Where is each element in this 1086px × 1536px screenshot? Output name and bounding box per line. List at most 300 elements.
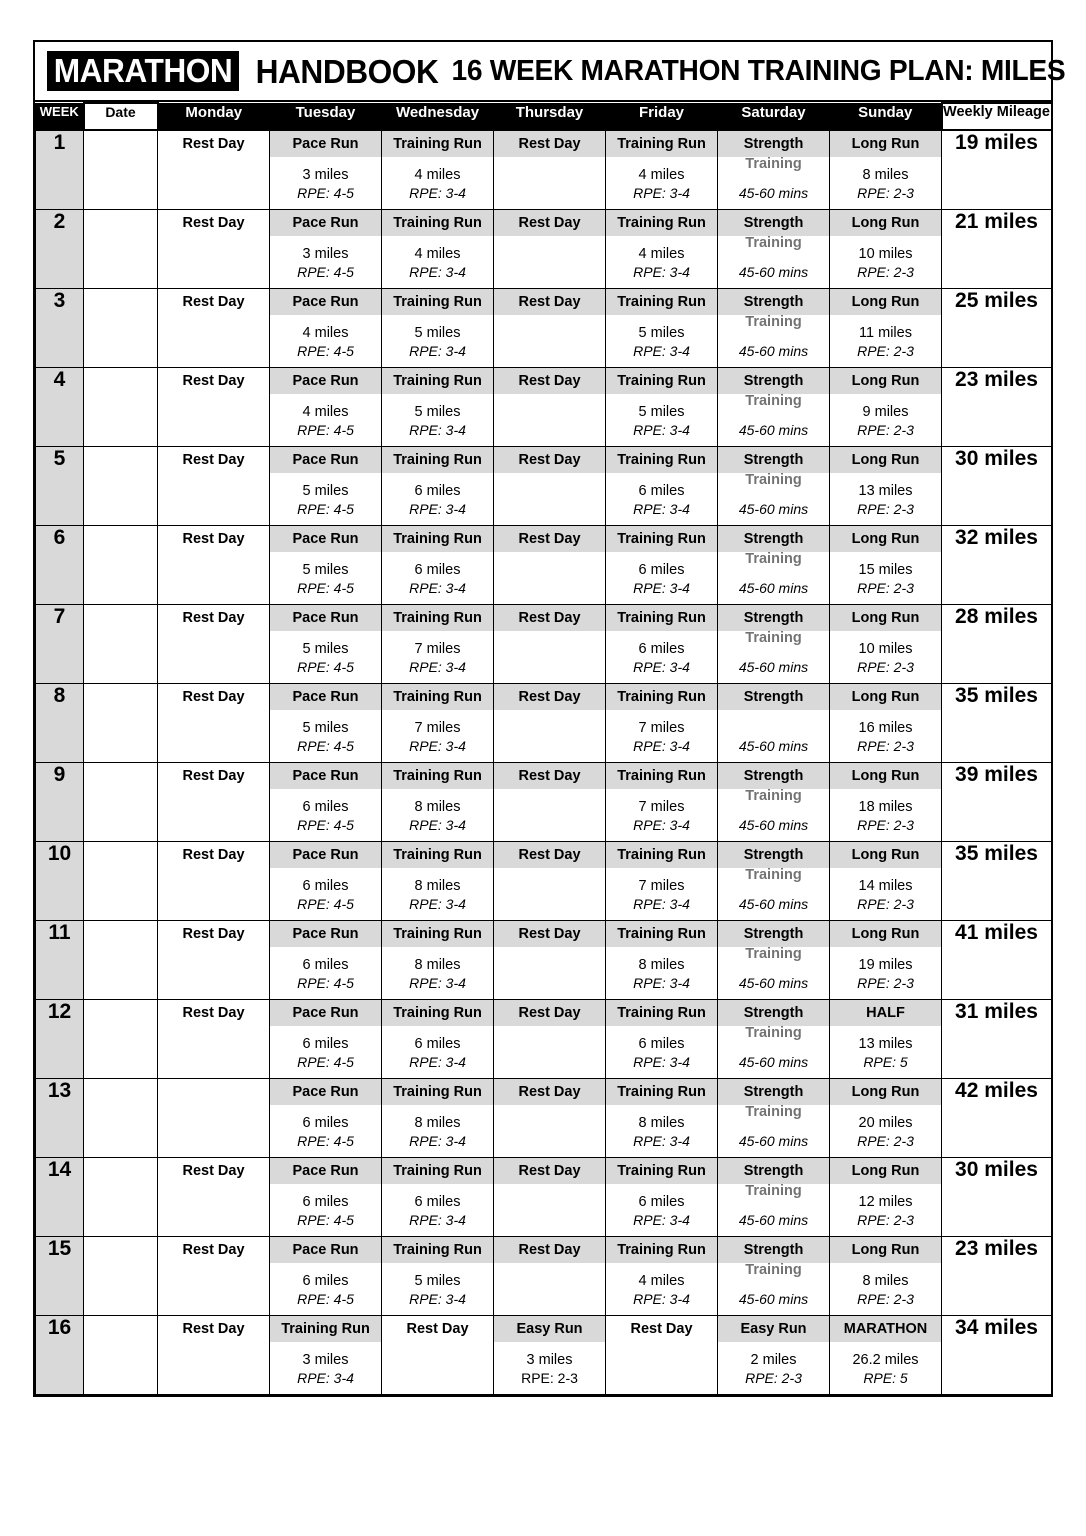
workout-cell-friday[interactable]: [606, 288, 718, 367]
workout-distance: [158, 552, 269, 580]
workout-rpe: RPE: 3-4: [409, 1290, 466, 1307]
weekly-mileage-cell: 35 miles: [942, 841, 1052, 920]
workout-activity-label: Rest Day: [182, 846, 245, 863]
workout-cell-friday[interactable]: [606, 1236, 718, 1315]
workout-cell-thursday[interactable]: [494, 683, 606, 762]
table-row: [36, 999, 1052, 1078]
weekly-mileage-cell: 42 miles: [942, 1078, 1052, 1157]
workout-distance: 6 miles: [638, 640, 685, 657]
workout-distance: 8 miles: [862, 166, 909, 183]
workout-distance: 3 miles: [302, 245, 349, 262]
workout-cell-tuesday[interactable]: [270, 1236, 382, 1315]
workout-cell-saturday[interactable]: [718, 288, 830, 367]
workout-activity-label: Rest Day: [182, 451, 245, 468]
workout-cell-monday[interactable]: [158, 999, 270, 1078]
workout-rpe: RPE: 2-3: [857, 974, 914, 991]
workout-cell-friday[interactable]: [606, 1157, 718, 1236]
workout-distance: 13 miles: [858, 482, 913, 499]
date-cell[interactable]: [84, 999, 158, 1078]
workout-rpe: [158, 185, 269, 193]
workout-cell-tuesday[interactable]: [270, 525, 382, 604]
workout-cell-monday[interactable]: [158, 1078, 270, 1157]
workout-rpe: RPE: 3-4: [409, 342, 466, 359]
date-cell[interactable]: [84, 841, 158, 920]
date-cell[interactable]: [84, 1078, 158, 1157]
workout-cell-tuesday[interactable]: [270, 209, 382, 288]
weekly-mileage-cell: 21 miles: [942, 209, 1052, 288]
workout-activity-label: Strength Training: [718, 447, 829, 473]
workout-distance: 9 miles: [862, 403, 909, 420]
table-row: [36, 209, 1052, 288]
workout-cell-monday[interactable]: [158, 1315, 270, 1394]
workout-activity-label: Rest Day: [182, 1241, 245, 1258]
workout-cell-sunday[interactable]: [830, 288, 942, 367]
workout-rpe: [158, 659, 269, 667]
workout-cell-wednesday[interactable]: [382, 683, 494, 762]
workout-cell-tuesday[interactable]: [270, 604, 382, 683]
workout-cell-sunday[interactable]: [830, 367, 942, 446]
workout-cell-tuesday[interactable]: [270, 288, 382, 367]
workout-rpe: RPE: 4-5: [297, 658, 354, 675]
table-row: [36, 604, 1052, 683]
workout-cell-friday[interactable]: [606, 525, 718, 604]
workout-cell-thursday[interactable]: [494, 367, 606, 446]
date-cell[interactable]: [84, 130, 158, 209]
workout-activity-label: Rest Day: [494, 763, 605, 789]
week-number-cell: 16: [36, 1315, 84, 1394]
workout-cell-wednesday[interactable]: [382, 604, 494, 683]
workout-cell-saturday[interactable]: [718, 1236, 830, 1315]
weekly-mileage-cell: 41 miles: [942, 920, 1052, 999]
workout-rpe: RPE: 4-5: [297, 1211, 354, 1228]
workout-cell-saturday[interactable]: [718, 367, 830, 446]
workout-distance: [494, 473, 605, 501]
workout-cell-monday[interactable]: [158, 288, 270, 367]
workout-activity-clipped-line: Training: [745, 1261, 802, 1278]
workout-activity-label: Pace Run: [270, 368, 381, 394]
workout-cell-wednesday[interactable]: [382, 367, 494, 446]
table-row: [36, 446, 1052, 525]
workout-activity-label: Strength Training: [718, 131, 829, 157]
workout-distance: [494, 710, 605, 738]
workout-activity-label: Training Run: [382, 131, 493, 157]
workout-rpe: RPE: 2-3: [857, 263, 914, 280]
workout-rpe: [494, 1212, 605, 1220]
workout-rpe: 45-60 mins: [738, 1290, 809, 1307]
workout-distance: [158, 315, 269, 343]
date-cell[interactable]: [84, 209, 158, 288]
workout-activity-label: Rest Day: [630, 1320, 693, 1337]
workout-activity-label: Long Run: [830, 1237, 941, 1263]
workout-cell-wednesday[interactable]: [382, 130, 494, 209]
workout-cell-thursday[interactable]: [494, 1236, 606, 1315]
workout-distance: [494, 157, 605, 185]
date-cell[interactable]: [84, 525, 158, 604]
workout-activity-label: Rest Day: [182, 1004, 245, 1021]
workout-distance: 20 miles: [858, 1114, 913, 1131]
workout-distance: 6 miles: [414, 561, 461, 578]
workout-cell-thursday[interactable]: [494, 841, 606, 920]
workout-rpe: RPE: 3-4: [633, 658, 690, 675]
date-cell[interactable]: [84, 288, 158, 367]
week-number-cell: 9: [36, 762, 84, 841]
workout-activity-label: Training Run: [606, 447, 717, 473]
workout-rpe: [494, 896, 605, 904]
workout-activity-label: Pace Run: [270, 921, 381, 947]
workout-cell-wednesday[interactable]: [382, 1315, 494, 1394]
workout-rpe: RPE: 3-4: [633, 500, 690, 517]
workout-activity-label: Long Run: [830, 605, 941, 631]
workout-cell-thursday[interactable]: [494, 446, 606, 525]
workout-distance: 7 miles: [414, 640, 461, 657]
workout-cell-friday[interactable]: [606, 446, 718, 525]
workout-cell-monday[interactable]: [158, 130, 270, 209]
workout-cell-friday[interactable]: [606, 920, 718, 999]
workout-activity-label: Strength Training: [718, 763, 829, 789]
workout-cell-saturday[interactable]: [718, 1315, 830, 1394]
workout-rpe: RPE: 2-3: [857, 658, 914, 675]
workout-activity-label: Strength: [718, 684, 829, 710]
workout-cell-saturday[interactable]: [718, 683, 830, 762]
table-row: [36, 525, 1052, 604]
workout-cell-saturday[interactable]: [718, 999, 830, 1078]
date-cell[interactable]: [84, 367, 158, 446]
week-number-cell: 6: [36, 525, 84, 604]
workout-rpe: [494, 343, 605, 351]
workout-rpe: [158, 1054, 269, 1062]
workout-cell-thursday[interactable]: [494, 1315, 606, 1394]
workout-activity-label: Long Run: [830, 210, 941, 236]
workout-rpe: RPE: 3-4: [409, 895, 466, 912]
workout-rpe: RPE: 3-4: [409, 1132, 466, 1149]
workout-rpe: RPE: 2-3: [857, 1290, 914, 1307]
workout-cell-sunday[interactable]: [830, 762, 942, 841]
workout-cell-sunday[interactable]: [830, 525, 942, 604]
workout-distance: 4 miles: [638, 245, 685, 262]
workout-distance: [494, 789, 605, 817]
workout-cell-saturday[interactable]: [718, 525, 830, 604]
workout-cell-friday[interactable]: [606, 130, 718, 209]
workout-activity-label: Long Run: [830, 1079, 941, 1105]
workout-cell-tuesday[interactable]: [270, 841, 382, 920]
workout-rpe: 45-60 mins: [738, 421, 809, 438]
workout-distance: [494, 1184, 605, 1212]
workout-cell-saturday[interactable]: [718, 1078, 830, 1157]
workout-cell-wednesday[interactable]: [382, 288, 494, 367]
workout-distance: 2 miles: [750, 1351, 797, 1368]
workout-rpe: RPE: 3-4: [633, 1290, 690, 1307]
workout-cell-sunday[interactable]: [830, 446, 942, 525]
workout-cell-tuesday[interactable]: [270, 762, 382, 841]
workout-cell-saturday[interactable]: [718, 841, 830, 920]
workout-distance: [494, 1105, 605, 1133]
workout-cell-tuesday[interactable]: [270, 999, 382, 1078]
workout-activity-label: Pace Run: [270, 1079, 381, 1105]
workout-cell-monday[interactable]: [158, 762, 270, 841]
workout-rpe: RPE: 2-3: [857, 579, 914, 596]
workout-rpe: 45-60 mins: [738, 974, 809, 991]
workout-rpe: 45-60 mins: [738, 342, 809, 359]
workout-rpe: RPE: 3-4: [409, 579, 466, 596]
workout-cell-sunday[interactable]: [830, 604, 942, 683]
workout-rpe: RPE: 3-4: [297, 1369, 354, 1386]
workout-cell-sunday[interactable]: [830, 1157, 942, 1236]
workout-cell-thursday[interactable]: [494, 209, 606, 288]
workout-cell-thursday[interactable]: [494, 1078, 606, 1157]
workout-activity-label: Rest Day: [182, 688, 245, 705]
workout-cell-saturday[interactable]: [718, 130, 830, 209]
workout-cell-monday[interactable]: [158, 683, 270, 762]
workout-cell-sunday[interactable]: [830, 999, 942, 1078]
workout-cell-saturday[interactable]: [718, 209, 830, 288]
workout-activity-label: Long Run: [830, 526, 941, 552]
workout-activity-label: Training Run: [382, 1079, 493, 1105]
workout-cell-sunday[interactable]: [830, 920, 942, 999]
table-row: [36, 1078, 1052, 1157]
workout-cell-sunday[interactable]: [830, 1315, 942, 1394]
workout-rpe: RPE: 3-4: [633, 184, 690, 201]
column-header-friday: Friday: [606, 103, 718, 130]
workout-cell-monday[interactable]: [158, 209, 270, 288]
workout-cell-friday[interactable]: [606, 683, 718, 762]
workout-activity-label: Long Run: [830, 684, 941, 710]
workout-cell-friday[interactable]: [606, 762, 718, 841]
workout-rpe: RPE: 2-3: [521, 1369, 578, 1386]
workout-distance: [158, 947, 269, 975]
workout-activity-label: Rest Day: [494, 1158, 605, 1184]
weekly-mileage-cell: 23 miles: [942, 367, 1052, 446]
date-cell[interactable]: [84, 1236, 158, 1315]
workout-cell-tuesday[interactable]: [270, 920, 382, 999]
workout-rpe: RPE: 3-4: [409, 974, 466, 991]
workout-distance: 6 miles: [302, 1114, 349, 1131]
workout-activity-label: Training Run: [382, 1237, 493, 1263]
workout-rpe: [494, 264, 605, 272]
workout-activity-label: Pace Run: [270, 1000, 381, 1026]
workout-rpe: RPE: 4-5: [297, 579, 354, 596]
workout-activity-clipped-line: Training: [745, 945, 802, 962]
date-cell[interactable]: [84, 1157, 158, 1236]
workout-activity-label: Rest Day: [406, 1320, 469, 1337]
workout-cell-tuesday[interactable]: [270, 130, 382, 209]
workout-rpe: RPE: 2-3: [745, 1369, 802, 1386]
workout-rpe: RPE: 2-3: [857, 895, 914, 912]
workout-rpe: [158, 896, 269, 904]
workout-distance: 6 miles: [414, 482, 461, 499]
workout-distance: 4 miles: [302, 324, 349, 341]
workout-cell-friday[interactable]: [606, 209, 718, 288]
workout-cell-sunday[interactable]: [830, 1078, 942, 1157]
workout-cell-tuesday[interactable]: [270, 1157, 382, 1236]
workout-distance: 8 miles: [638, 956, 685, 973]
workout-cell-sunday[interactable]: [830, 841, 942, 920]
workout-activity-label: Training Run: [382, 289, 493, 315]
workout-activity-label: Pace Run: [270, 1237, 381, 1263]
workout-rpe: [494, 422, 605, 430]
week-number-cell: 1: [36, 130, 84, 209]
workout-cell-sunday[interactable]: [830, 209, 942, 288]
title-bar: [35, 42, 1066, 102]
workout-cell-tuesday[interactable]: [270, 1078, 382, 1157]
workout-distance: 5 miles: [638, 324, 685, 341]
workout-cell-wednesday[interactable]: [382, 999, 494, 1078]
workout-distance: 7 miles: [638, 719, 685, 736]
workout-activity-clipped-line: Training: [745, 787, 802, 804]
workout-cell-wednesday[interactable]: [382, 762, 494, 841]
date-cell[interactable]: [84, 762, 158, 841]
week-number-cell: 7: [36, 604, 84, 683]
workout-distance: 8 miles: [414, 877, 461, 894]
workout-cell-saturday[interactable]: [718, 604, 830, 683]
workout-rpe: 45-60 mins: [738, 184, 809, 201]
workout-cell-saturday[interactable]: [718, 446, 830, 525]
workout-rpe: RPE: 3-4: [633, 579, 690, 596]
workout-rpe: RPE: 2-3: [857, 737, 914, 754]
workout-rpe: RPE: 3-4: [633, 816, 690, 833]
workout-cell-thursday[interactable]: [494, 288, 606, 367]
workout-cell-thursday[interactable]: [494, 920, 606, 999]
workout-rpe: [382, 1370, 493, 1378]
workout-cell-tuesday[interactable]: [270, 683, 382, 762]
workout-cell-friday[interactable]: [606, 367, 718, 446]
workout-cell-friday[interactable]: [606, 1078, 718, 1157]
workout-distance: 6 miles: [638, 1035, 685, 1052]
date-cell[interactable]: [84, 446, 158, 525]
column-header-thursday: Thursday: [494, 103, 606, 130]
workout-cell-friday[interactable]: [606, 1315, 718, 1394]
workout-rpe: RPE: 3-4: [409, 184, 466, 201]
workout-activity-clipped-line: Training: [745, 1182, 802, 1199]
table-body: [36, 130, 1052, 1394]
workout-cell-wednesday[interactable]: [382, 1078, 494, 1157]
workout-rpe: [158, 975, 269, 983]
week-number-cell: 14: [36, 1157, 84, 1236]
workout-cell-thursday[interactable]: [494, 762, 606, 841]
column-header-monday: Monday: [158, 103, 270, 130]
workout-cell-friday[interactable]: [606, 841, 718, 920]
workout-cell-monday[interactable]: [158, 446, 270, 525]
workout-rpe: RPE: 3-4: [409, 500, 466, 517]
workout-distance: [158, 473, 269, 501]
workout-cell-wednesday[interactable]: [382, 920, 494, 999]
workout-cell-tuesday[interactable]: [270, 1315, 382, 1394]
workout-cell-sunday[interactable]: [830, 683, 942, 762]
workout-cell-thursday[interactable]: [494, 525, 606, 604]
workout-cell-monday[interactable]: [158, 604, 270, 683]
workout-rpe: [158, 501, 269, 509]
workout-activity-label: Long Run: [830, 842, 941, 868]
workout-rpe: RPE: 4-5: [297, 737, 354, 754]
column-header-week: WEEK: [36, 103, 84, 130]
workout-activity-label: Training Run: [606, 842, 717, 868]
workout-cell-monday[interactable]: [158, 1236, 270, 1315]
workout-distance: [158, 1026, 269, 1054]
workout-activity-clipped-line: Training: [745, 155, 802, 172]
workout-cell-monday[interactable]: [158, 1157, 270, 1236]
workout-rpe: 45-60 mins: [738, 1053, 809, 1070]
workout-distance: 4 miles: [638, 1272, 685, 1289]
workout-activity-label: Strength Training: [718, 210, 829, 236]
workout-cell-saturday[interactable]: [718, 762, 830, 841]
workout-cell-saturday[interactable]: [718, 920, 830, 999]
workout-distance: 8 miles: [638, 1114, 685, 1131]
workout-rpe: [606, 1370, 717, 1378]
workout-cell-monday[interactable]: [158, 841, 270, 920]
workout-activity-label: Training Run: [382, 605, 493, 631]
workout-cell-sunday[interactable]: [830, 130, 942, 209]
column-header-wednesday: Wednesday: [382, 103, 494, 130]
workout-rpe: RPE: 3-4: [409, 816, 466, 833]
workout-cell-thursday[interactable]: [494, 604, 606, 683]
date-cell[interactable]: [84, 604, 158, 683]
workout-distance: [158, 236, 269, 264]
workout-activity-label: Training Run: [382, 921, 493, 947]
workout-cell-tuesday[interactable]: [270, 446, 382, 525]
workout-activity-label: Rest Day: [494, 1237, 605, 1263]
workout-distance: 6 miles: [302, 1272, 349, 1289]
workout-cell-thursday[interactable]: [494, 999, 606, 1078]
workout-distance: 4 miles: [638, 166, 685, 183]
date-cell[interactable]: [84, 683, 158, 762]
workout-activity-label: Pace Run: [270, 684, 381, 710]
weekly-mileage-cell: 25 miles: [942, 288, 1052, 367]
workout-cell-friday[interactable]: [606, 999, 718, 1078]
workout-cell-wednesday[interactable]: [382, 446, 494, 525]
workout-cell-monday[interactable]: [158, 920, 270, 999]
workout-rpe: RPE: 4-5: [297, 421, 354, 438]
workout-activity-label: Pace Run: [270, 289, 381, 315]
date-cell[interactable]: [84, 920, 158, 999]
logo-word: HANDBOOK: [255, 52, 439, 90]
workout-distance: 5 miles: [302, 640, 349, 657]
workout-rpe: [158, 343, 269, 351]
workout-cell-wednesday[interactable]: [382, 525, 494, 604]
workout-cell-monday[interactable]: [158, 367, 270, 446]
workout-rpe: RPE: 3-4: [409, 1211, 466, 1228]
table-row: [36, 920, 1052, 999]
workout-cell-wednesday[interactable]: [382, 841, 494, 920]
table-row: [36, 683, 1052, 762]
workout-distance: [494, 868, 605, 896]
workout-cell-friday[interactable]: [606, 604, 718, 683]
workout-activity-label: Rest Day: [182, 1162, 245, 1179]
workout-distance: [158, 1263, 269, 1291]
workout-activity-label: Pace Run: [270, 763, 381, 789]
workout-rpe: 45-60 mins: [738, 500, 809, 517]
workout-activity-label: Long Run: [830, 447, 941, 473]
workout-cell-wednesday[interactable]: [382, 1236, 494, 1315]
table-row: [36, 1315, 1052, 1394]
workout-activity-label: MARATHON: [830, 1316, 941, 1342]
workout-distance: 19 miles: [858, 956, 913, 973]
workout-cell-wednesday[interactable]: [382, 1157, 494, 1236]
workout-distance: 16 miles: [858, 719, 913, 736]
workout-cell-monday[interactable]: [158, 525, 270, 604]
workout-distance: 6 miles: [638, 482, 685, 499]
workout-cell-thursday[interactable]: [494, 130, 606, 209]
date-cell[interactable]: [84, 1315, 158, 1394]
weekly-mileage-cell: 35 miles: [942, 683, 1052, 762]
workout-distance: [158, 394, 269, 422]
workout-cell-thursday[interactable]: [494, 1157, 606, 1236]
workout-cell-saturday[interactable]: [718, 1157, 830, 1236]
workout-activity-label: Pace Run: [270, 131, 381, 157]
workout-rpe: RPE: 2-3: [857, 1132, 914, 1149]
workout-cell-sunday[interactable]: [830, 1236, 942, 1315]
workout-rpe: RPE: 2-3: [857, 500, 914, 517]
workout-cell-tuesday[interactable]: [270, 367, 382, 446]
workout-cell-wednesday[interactable]: [382, 209, 494, 288]
